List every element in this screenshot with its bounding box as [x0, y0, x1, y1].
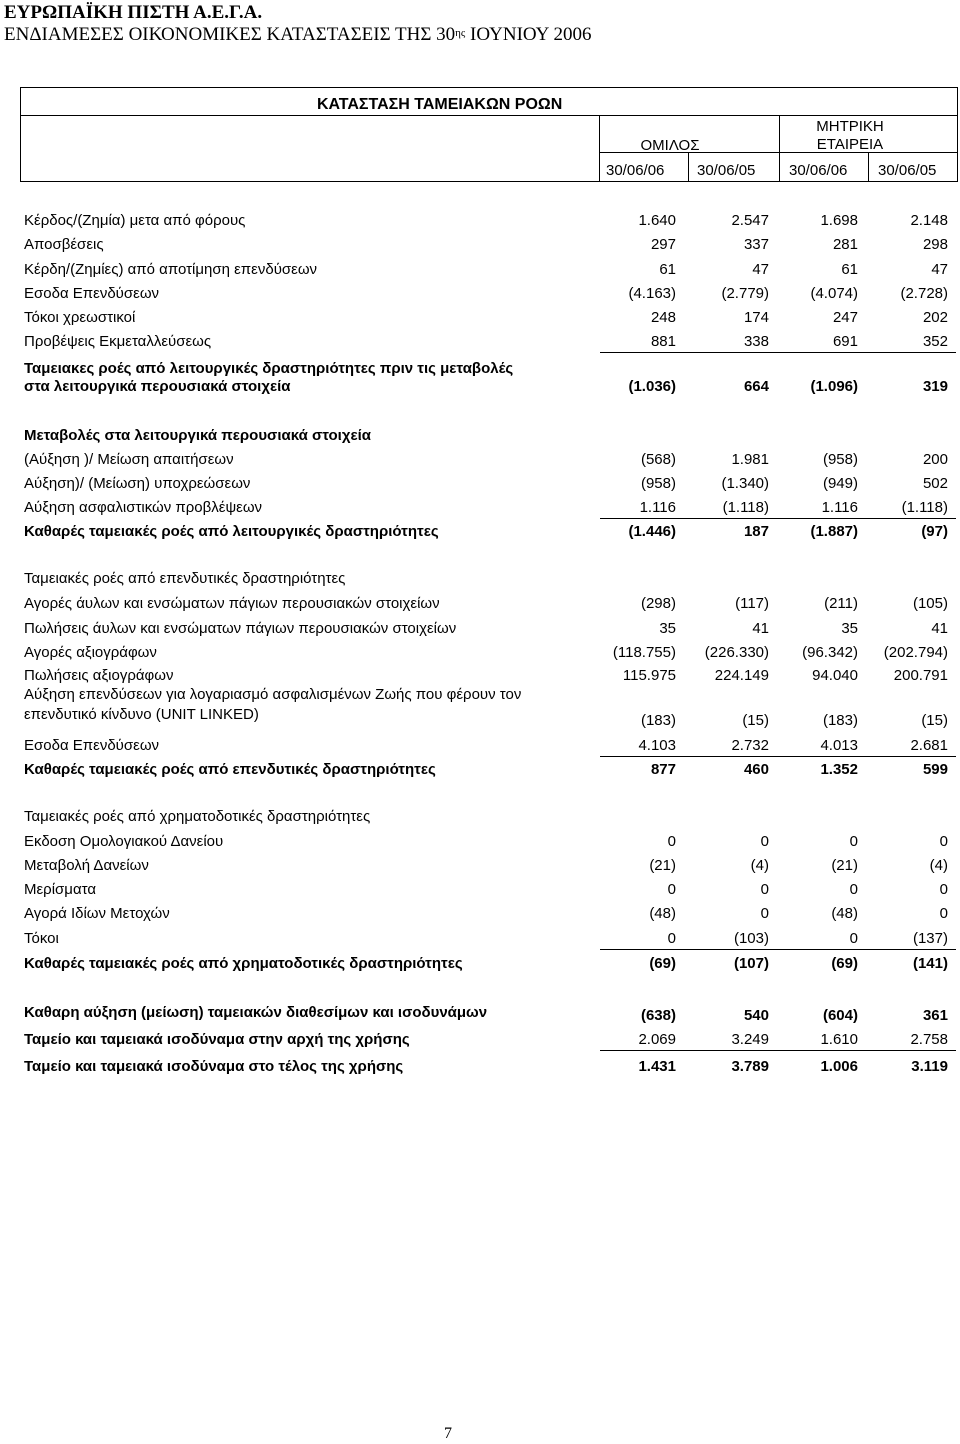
row-value: 1.610: [820, 1031, 858, 1048]
column-date-1: 30/06/06: [606, 162, 665, 179]
row-value: 2.681: [910, 737, 948, 754]
group-column-header: ΟΜΙΛΟΣ: [640, 137, 700, 154]
row-value: 47: [931, 261, 948, 278]
row-value: (1.887): [810, 523, 858, 540]
row-label: Ταμείο και ταμειακά ισοδύναμα στην αρχή της χρήσης: [24, 1031, 410, 1048]
row-value: (21): [831, 857, 858, 874]
row-value: 460: [743, 761, 769, 778]
row-value: 0: [849, 833, 858, 850]
row-label: Μερίσματα: [24, 881, 97, 898]
row-value: (105): [912, 595, 948, 612]
row-value: 0: [939, 905, 948, 922]
row-value: 41: [931, 620, 948, 637]
row-value: 0: [760, 881, 769, 898]
row-value: (107): [733, 955, 769, 972]
row-label: Προβέψεις Εκμεταλλεύσεως: [24, 333, 212, 350]
row-value: 4.013: [820, 737, 858, 754]
row-value: 298: [922, 236, 948, 253]
row-value: (298): [640, 595, 676, 612]
row-label: Μεταβολή Δανείων: [24, 857, 149, 874]
row-value: 502: [922, 475, 948, 492]
row-label-continued: στα λειτουργικά περουσιακά στοιχεία: [24, 378, 291, 395]
row-value: 0: [939, 833, 948, 850]
row-value: (2.728): [900, 285, 948, 302]
subtotal-rule: [600, 352, 956, 353]
row-value: 200: [922, 451, 948, 468]
row-value: (958): [640, 475, 676, 492]
row-value: 2.148: [910, 212, 948, 229]
row-value: 0: [667, 930, 676, 947]
row-value: 3.789: [731, 1058, 769, 1075]
row-value: 664: [743, 378, 769, 395]
row-value: 599: [922, 761, 948, 778]
row-label: Ταμείο και ταμειακά ισοδύναμα στο τέλος της χρήσης: [24, 1058, 404, 1075]
row-value: 200.791: [893, 667, 948, 684]
parent-header-line-1: ΜΗΤΡΙΚΗ: [816, 118, 884, 135]
row-value: 3.119: [911, 1058, 948, 1075]
row-value: 0: [667, 881, 676, 898]
row-label: Πωλήσεις άυλων και ενσώματων πάγιων περουσιακών στοιχείων: [24, 620, 457, 637]
row-value: (4.074): [810, 285, 858, 302]
row-label: Αγορές άυλων και ενσώματων πάγιων περουσιακών στοιχείων: [24, 595, 440, 612]
row-value: (48): [649, 905, 676, 922]
column-date-2: 30/06/05: [697, 162, 756, 179]
row-value: (69): [649, 955, 676, 972]
page-number: 7: [444, 1425, 452, 1442]
row-label: Καθαρη αύξηση (μείωση) ταμειακών διαθεσίμων και ισοδυνάμων: [24, 1004, 488, 1021]
row-value: (15): [921, 712, 948, 729]
parent-header-line-2: ΕΤΑΙΡΕΙΑ: [816, 136, 884, 153]
row-value: 877: [650, 761, 676, 778]
row-value: 35: [841, 620, 858, 637]
row-label: Πωλήσεις αξιογράφων: [24, 667, 174, 684]
row-value: (1.446): [628, 523, 676, 540]
row-value: (183): [822, 712, 858, 729]
row-value: (4.163): [628, 285, 676, 302]
row-label: Ταμειακές ροές από επενδυτικές δραστηριότητες: [24, 570, 346, 587]
row-label: Αγορές αξιογράφων: [24, 644, 157, 661]
row-value: (4): [750, 857, 769, 874]
subtitle-part-1: ΕΝΔΙΑΜΕΣΕΣ ΟΙΚΟΝΟΜΙΚΕΣ ΚΑΤΑΣΤΑΣΕΙΣ ΤΗΣ 30: [4, 24, 456, 45]
row-value: 319: [922, 378, 948, 395]
row-value: (97): [921, 523, 948, 540]
row-value: 281: [832, 236, 858, 253]
row-value: 337: [743, 236, 769, 253]
row-value: 297: [650, 236, 676, 253]
row-label: Αύξηση επενδύσεων για λογαριασμό ασφαλισμένων Ζωής που φέρουν τον: [24, 686, 522, 703]
row-label: Εκδοση Ομολογιακού Δανείου: [24, 833, 224, 850]
row-value: 61: [841, 261, 858, 278]
row-value: (1.036): [628, 378, 676, 395]
row-label: (Αύξηση )/ Μείωση απαιτήσεων: [24, 451, 234, 468]
row-value: 352: [922, 333, 948, 350]
row-label: Κέρδος/(Ζημία) μετα από φόρους: [24, 212, 246, 229]
company-name: ΕΥΡΩΠΑΪΚΗ ΠΙΣΤΗ Α.Ε.Γ.Α.: [4, 2, 263, 23]
row-value: (183): [640, 712, 676, 729]
subtotal-rule: [600, 518, 956, 519]
row-value: 41: [752, 620, 769, 637]
row-value: 224.149: [714, 667, 769, 684]
row-value: 0: [939, 881, 948, 898]
row-label: Κέρδη/(Ζημίες) από αποτίμηση επενδύσεων: [24, 261, 318, 278]
statement-title: ΚΑΤΑΣΤΑΣΗ ΤΑΜΕΙΑΚΩΝ ΡΟΩΝ: [317, 96, 563, 113]
row-value: 187: [743, 523, 769, 540]
row-value: 0: [760, 905, 769, 922]
row-label: Ταμειακές ροές από χρηματοδοτικές δραστηριότητες: [24, 808, 371, 825]
row-value: 1.698: [820, 212, 858, 229]
subtotal-rule: [600, 756, 956, 757]
row-value: 540: [743, 1007, 769, 1024]
row-value: (1.118): [901, 499, 948, 516]
row-value: (4): [929, 857, 948, 874]
row-value: 691: [832, 333, 858, 350]
row-value: (226.330): [704, 644, 769, 661]
row-value: 94.040: [812, 667, 858, 684]
row-label: Καθαρές ταμειακές ροές από λειτουργικές δραστηριότητες: [24, 523, 439, 540]
parent-company-column-header: [780, 118, 920, 154]
row-value: 4.103: [638, 737, 676, 754]
row-value: (568): [640, 451, 676, 468]
row-value: 1.352: [820, 761, 858, 778]
subtotal-rule: [600, 949, 956, 950]
row-value: 0: [667, 833, 676, 850]
row-value: 1.116: [821, 499, 858, 516]
row-value: (604): [822, 1007, 858, 1024]
row-value: 115.975: [622, 667, 676, 684]
row-label: Αποσβέσεις: [24, 236, 104, 253]
row-value: 1.981: [731, 451, 769, 468]
row-label: Αύξηση)/ (Μείωση) υποχρεώσεων: [24, 475, 251, 492]
row-value: (103): [733, 930, 769, 947]
row-value: (1.096): [810, 378, 858, 395]
subtotal-rule: [600, 1050, 956, 1051]
row-value: (202.794): [883, 644, 948, 661]
row-value: (118.755): [612, 644, 676, 661]
row-value: (1.118): [722, 499, 769, 516]
row-value: 881: [650, 333, 676, 350]
row-value: (48): [831, 905, 858, 922]
row-value: 2.069: [638, 1031, 676, 1048]
row-label: Τόκοι: [24, 930, 59, 947]
row-value: (15): [742, 712, 769, 729]
row-value: (21): [649, 857, 676, 874]
row-value: 1.006: [820, 1058, 858, 1075]
subtitle-part-2: ΙΟΥΝΙΟΥ 2006: [465, 24, 592, 45]
row-label: Καθαρές ταμειακές ροές από χρηματοδοτικές δραστηριότητες: [24, 955, 463, 972]
row-value: 2.732: [731, 737, 769, 754]
column-date-4: 30/06/05: [878, 162, 937, 179]
row-value: 1.116: [639, 499, 676, 516]
row-label: Εσοδα Επενδύσεων: [24, 285, 160, 302]
row-value: (141): [912, 955, 948, 972]
row-value: (958): [822, 451, 858, 468]
row-value: (949): [822, 475, 858, 492]
column-date-3: 30/06/06: [789, 162, 848, 179]
row-label: Τόκοι χρεωστικοί: [24, 309, 136, 326]
row-value: 2.547: [731, 212, 769, 229]
row-label: Αγορά Ιδίων Μετοχών: [24, 905, 170, 922]
row-value: 1.431: [638, 1058, 676, 1075]
row-value: 3.249: [731, 1031, 769, 1048]
row-value: (69): [831, 955, 858, 972]
row-value: 247: [832, 309, 858, 326]
row-value: (96.342): [802, 644, 858, 661]
row-label: Ταμειακες ροές από λειτουργικές δραστηριότητες πριν τις μεταβολές: [24, 360, 514, 377]
row-value: (638): [640, 1007, 676, 1024]
row-value: (2.779): [721, 285, 769, 302]
subtitle-superscript: ης: [455, 27, 466, 39]
row-value: 174: [743, 309, 769, 326]
row-value: (137): [912, 930, 948, 947]
row-value: 202: [922, 309, 948, 326]
row-value: 0: [849, 930, 858, 947]
row-label-continued: επενδυτικό κίνδυνο (UNIT LINKED): [24, 706, 259, 723]
row-value: 361: [922, 1007, 948, 1024]
row-value: 47: [752, 261, 769, 278]
row-value: 0: [760, 833, 769, 850]
row-value: 248: [650, 309, 676, 326]
row-value: 0: [849, 881, 858, 898]
row-value: (117): [735, 595, 769, 612]
row-value: 61: [659, 261, 676, 278]
row-label: Αύξηση ασφαλιστικών προβλέψεων: [24, 499, 263, 516]
row-value: 338: [743, 333, 769, 350]
row-label: Εσοδα Επενδύσεων: [24, 737, 160, 754]
row-value: 1.640: [638, 212, 676, 229]
row-value: 35: [659, 620, 676, 637]
row-value: (1.340): [721, 475, 769, 492]
row-label: Καθαρές ταμειακές ροές από επενδυτικές δραστηριότητες: [24, 761, 436, 778]
row-value: 2.758: [910, 1031, 948, 1048]
document-subtitle: [4, 24, 591, 46]
row-value: (211): [824, 595, 858, 612]
row-label: Μεταβολές στα λειτουργικά περουσιακά στοιχεία: [24, 427, 371, 444]
